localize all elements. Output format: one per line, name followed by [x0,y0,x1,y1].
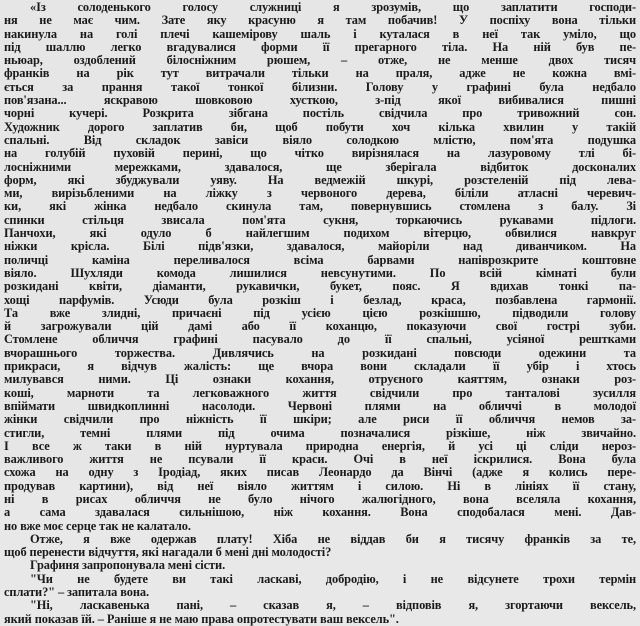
document-text [4,1,636,626]
text-line: "Ні, ласкавенька пані, – сказав я, – відповів я, згортаючи вексель, [30,598,636,613]
text-line: накинула на голі плечі кашемірову шаль і куталася в неї так умiло, що [4,26,636,41]
text-line: форм, які збуджували уяву. На ведмежій шкурі, розстеленій під лева- [4,172,636,187]
text-line: поличці каміна переливалося всіма барвами напіврозкрите коштовне [4,252,636,267]
text-line: важливого життя не псували її краси. Очі в неї іскрилися. Вона була [4,452,636,467]
text-line: хощі парфумів. Усюди була розкіш і безлад, краса, позбавлена гармонії. [4,292,636,307]
text-line: «Із солоденького голосу служниці я зрозумів, що заплатити господи- [30,0,636,14]
text-line: милувався ними. Ці ознаки кохання, отруєного каяттям, ознаки роз- [4,372,636,387]
text-line: І все ж таки в ній нуртувала природна енергія, й усі ці сліди нероз- [4,438,636,453]
text-line: схожа на одну з Іродіад, яких писав Леонардо да Вінчі (адже я колись пере- [4,465,636,480]
text-line: Панчохи, які одуло б найлегшим подихом вітерцю, обвилися навкруг [4,226,636,241]
text-line: щоб перенести відчуття, які нагадали б мені дні молодості? [4,545,332,560]
text-line: стигли, темні плями під очима позначалися різкіше, ніж звичайно. [4,425,636,440]
text-line: лосніжними мережками, здавалося, ще зберігала відбиток досконалих [4,159,636,174]
text-line: сплати?" – запитала вона. [4,585,149,600]
text-line: "Чи не будете ви такі ласкаві, добродію, і не відсунете трохи термін [30,571,636,586]
text-line: прикраси, я відчув жалість: ще вчора вони складали її убір і хтось [4,359,636,374]
text-line: який показав їй. – Раніше я не маю права опротестувати ваш вексель". [4,611,399,626]
text-line: розкидані квіти, діаманти, рукавички, букет, пояс. Я вдихав тонкі па- [4,279,636,294]
text-line: Художник дорого заплатив би, щоб побути хоч кілька хвилин у такій [4,119,636,134]
text-line: під шаллю легко вгадувалися форми її прегарного тіла. На ній був пе- [4,39,636,54]
text-line: ньюар, оздоблений білосніжним рюшем, – отже, не менше двох тисяч [4,53,636,68]
text-line: Графиня запропонувала мені сісти. [30,558,226,573]
text-line: ніжки крісла. Білі підв'язки, здавалося, майоріли над диванчиком. На [4,239,636,254]
text-line: чорні кучері. Розкрита зібгана постіль свідчила про тривожний сон. [4,106,636,121]
text-line: ється за прання такої тонкої білизни. Голову у графині була недбало [4,79,636,94]
text-line: жінки свідчили про ніжність її шкіри; але риси її обличчя немов за- [4,412,636,427]
text-line: ні в рисах обличчя не було нічого жалюгідного, вона вселяла кохання, [4,491,636,506]
text-line: віяло. Шухляди комода лишилися невсунутими. По всій кімнаті були [4,265,636,280]
text-line: Стомлене обличчя графині пасувало до її спальні, усіяної рештками [4,332,636,347]
text-line: а сама здавалася сильнішою, ніж кохання. Вона сподобалася мені. Дав- [4,505,636,520]
text-line: ми, вирізьбленими на ліжку з червоного дерева, біліли атласні черевич- [4,186,636,201]
text-line: продував картини), від неї віяло життям і силою. Ні в лініях її стану, [4,478,636,493]
text-line: спальні. Від складок завіси віяло солодкою млістю, пом'ята подушка [4,132,636,147]
text-line: коші, марноти та легковажного життя свідчили про танталові зусилля [4,385,636,400]
text-line: ки, які жінка недбало скинула там, повернувшись стомлена з балу. Зі [4,199,636,214]
text-line: на голубій пуховій перині, що чітко вирізнялася на лазуровому тлі бі- [4,146,636,161]
text-line: пов'язана... яскравою шовковою хусткою, з-під якої вибивалися пишні [4,93,636,108]
text-line: франків на рік тут витрачали тільки на праля, адже не кожна вмі- [4,66,636,81]
text-line: спинки стільця звисала пом'ята сукня, торкаючись рукавами підлоги. [4,212,636,227]
text-line: но вже моє серце так не калатало. [4,518,191,533]
text-line: вчорашнього торжества. Дивлячись на розкидані повсюди одежини та [4,345,636,360]
text-line: Отже, я вже одержав плату! Хіба не віддав би я тисячу франків за те, [30,531,636,546]
text-line: впіймати швидкоплинні насолоди. Червоні плями на обличчі в молодої [4,398,636,413]
text-line: ня не має чим. Зате яку красуню я там побачив! У поспіху вона тільки [4,13,636,28]
text-line: й загрожували цій дамі або її коханцю, показуючи свої гострі зуби. [4,319,636,334]
text-line: Та вже злидні, причаєні під усією цією розкішшю, підводили голову [4,305,636,320]
